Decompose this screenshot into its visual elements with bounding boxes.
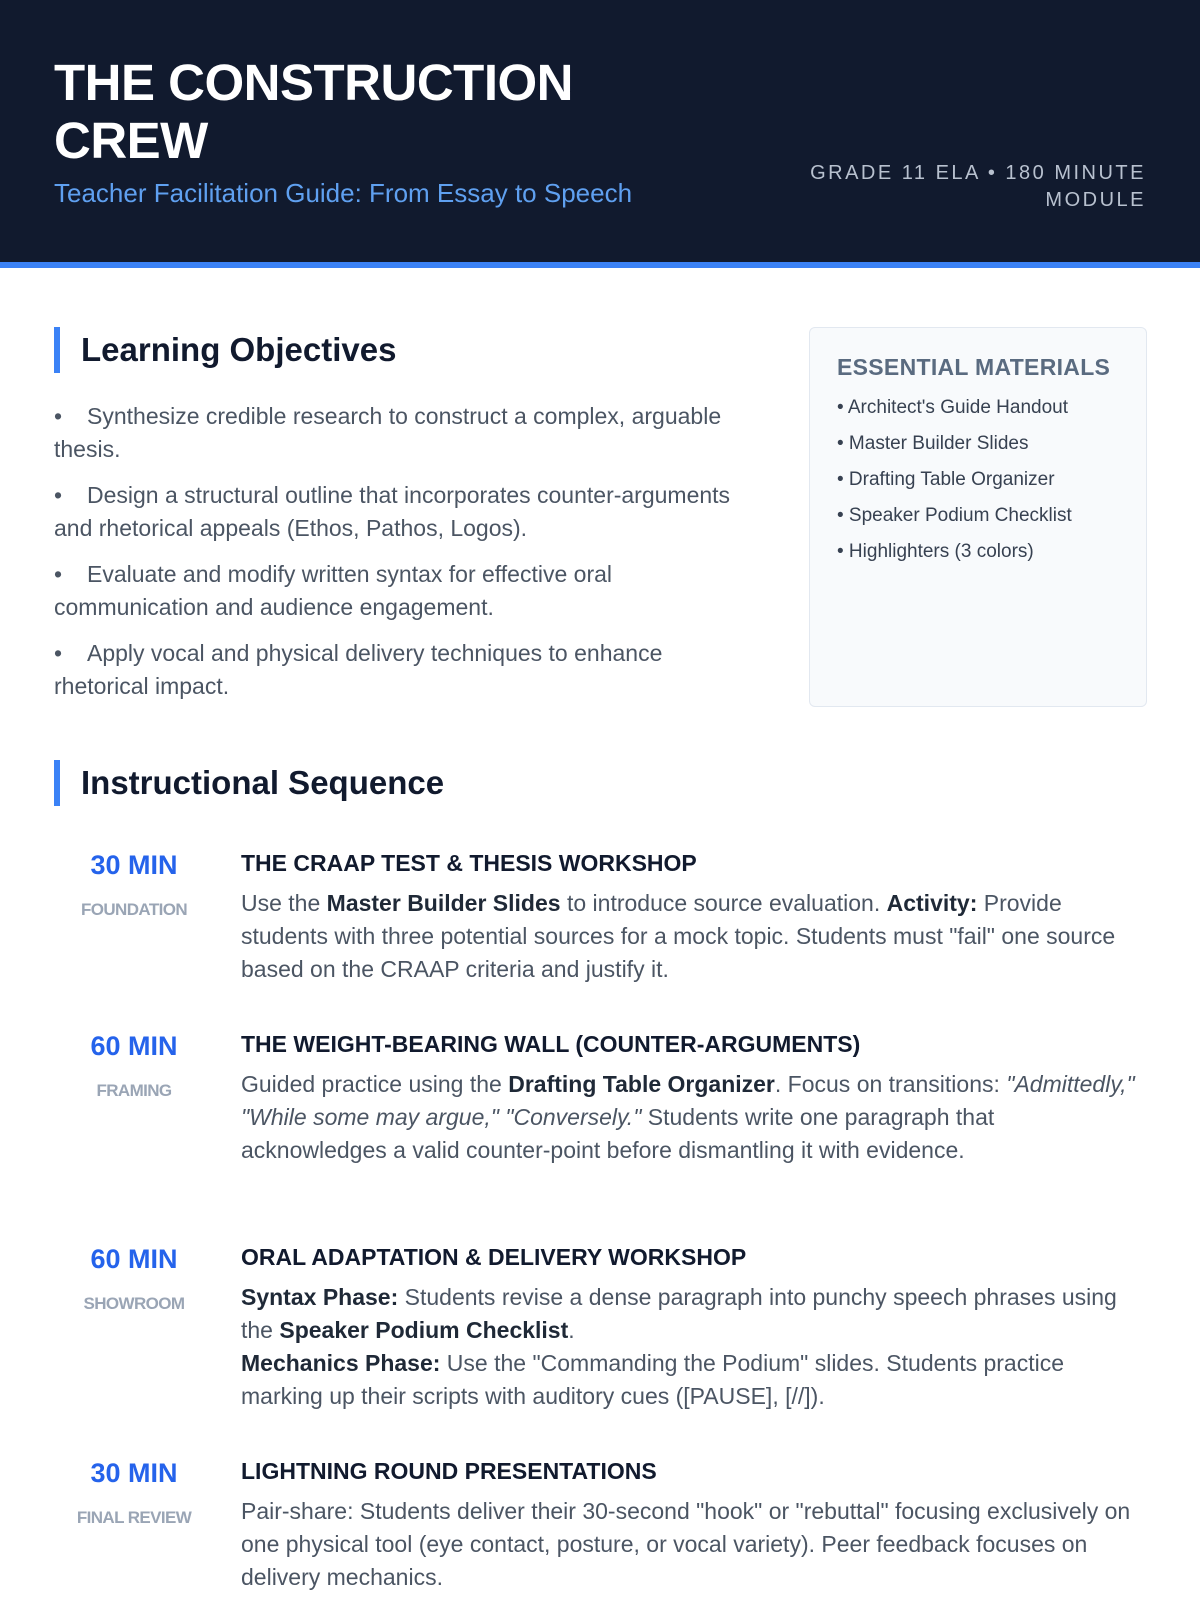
bullet: • [54,403,63,429]
bullet: • [54,561,63,587]
materials-card [809,327,1147,707]
module-meta: GRADE 11 ELA • 180 MINUTE MODULE [810,162,1146,211]
step-description: Syntax Phase: Students revise a dense paragraph into punchy speech phrases using the Speaker Podium Checklist. Mechanics Phase: Use the "Commanding the Podium" slides. Students practice marking up their scripts with auditory cues ([PAUSE], [//]). [241,1284,1117,1409]
step-phase: FOUNDATION [80,900,188,919]
objective-item [54,479,734,545]
objective-text: Design a structural outline that incorporates counter-arguments and rhetorical appeals (Ethos, Pathos, Logos). [54,482,731,541]
step-phase: FINAL REVIEW [76,1508,192,1527]
material-item: • Master Builder Slides [837,433,1029,454]
objective-text: Synthesize credible research to construct a complex, arguable thesis. [54,403,722,462]
step-title: LIGHTNING ROUND PRESENTATIONS [241,1458,657,1484]
step-duration: 30 MIN [90,1458,178,1488]
bullet: • [54,640,63,666]
step-phase: SHOWROOM [83,1294,185,1313]
step-title: THE WEIGHT-BEARING WALL (COUNTER-ARGUMENTS) [241,1031,861,1057]
page-title: THE CONSTRUCTION CREW [54,54,573,169]
objective-item [54,400,734,466]
objective-text: Evaluate and modify written syntax for effective oral communication and audience engagement. [54,561,613,620]
page-header [0,0,1200,268]
objective-item [54,558,734,624]
step-description: Use the Master Builder Slides to introduce source evaluation. Activity: Provide students with three potential sources for a mock topic. Students must "fail" one source based on the CRAAP criteria and justify it. [241,890,1116,982]
sequence-heading: Instructional Sequence [54,760,444,806]
material-item: • Drafting Table Organizer [837,469,1055,490]
step-phase: FRAMING [96,1081,172,1100]
objectives-heading: Learning Objectives [54,327,396,373]
material-item: • Speaker Podium Checklist [837,505,1072,526]
step-duration: 30 MIN [90,850,178,880]
materials-list [837,395,1119,564]
materials-title: ESSENTIAL MATERIALS [837,354,1111,380]
bullet: • [54,482,63,508]
objective-item [54,637,734,703]
step-duration: 60 MIN [90,1244,178,1274]
objective-text: Apply vocal and physical delivery techniques to enhance rhetorical impact. [54,640,663,699]
step-duration: 60 MIN [90,1031,178,1061]
material-item: • Highlighters (3 colors) [837,541,1034,562]
step-title: ORAL ADAPTATION & DELIVERY WORKSHOP [241,1244,747,1270]
step-description: Guided practice using the Drafting Table Organizer. Focus on transitions: "Admittedly," "While some may argue," "Conversely." Students write one paragraph that acknowledges a valid counter-point before dismantling it with evidence. [241,1071,1135,1163]
page-subtitle: Teacher Facilitation Guide: From Essay to Speech [54,178,633,208]
material-item: • Architect's Guide Handout [837,397,1069,418]
objectives-list [54,400,734,716]
step-title: THE CRAAP TEST & THESIS WORKSHOP [241,850,697,876]
step-description: Pair-share: Students deliver their 30-second "hook" or "rebuttal" focusing exclusively on one physical tool (eye contact, posture, or vocal variety). Peer feedback focuses on delivery mechanics. [241,1498,1131,1590]
